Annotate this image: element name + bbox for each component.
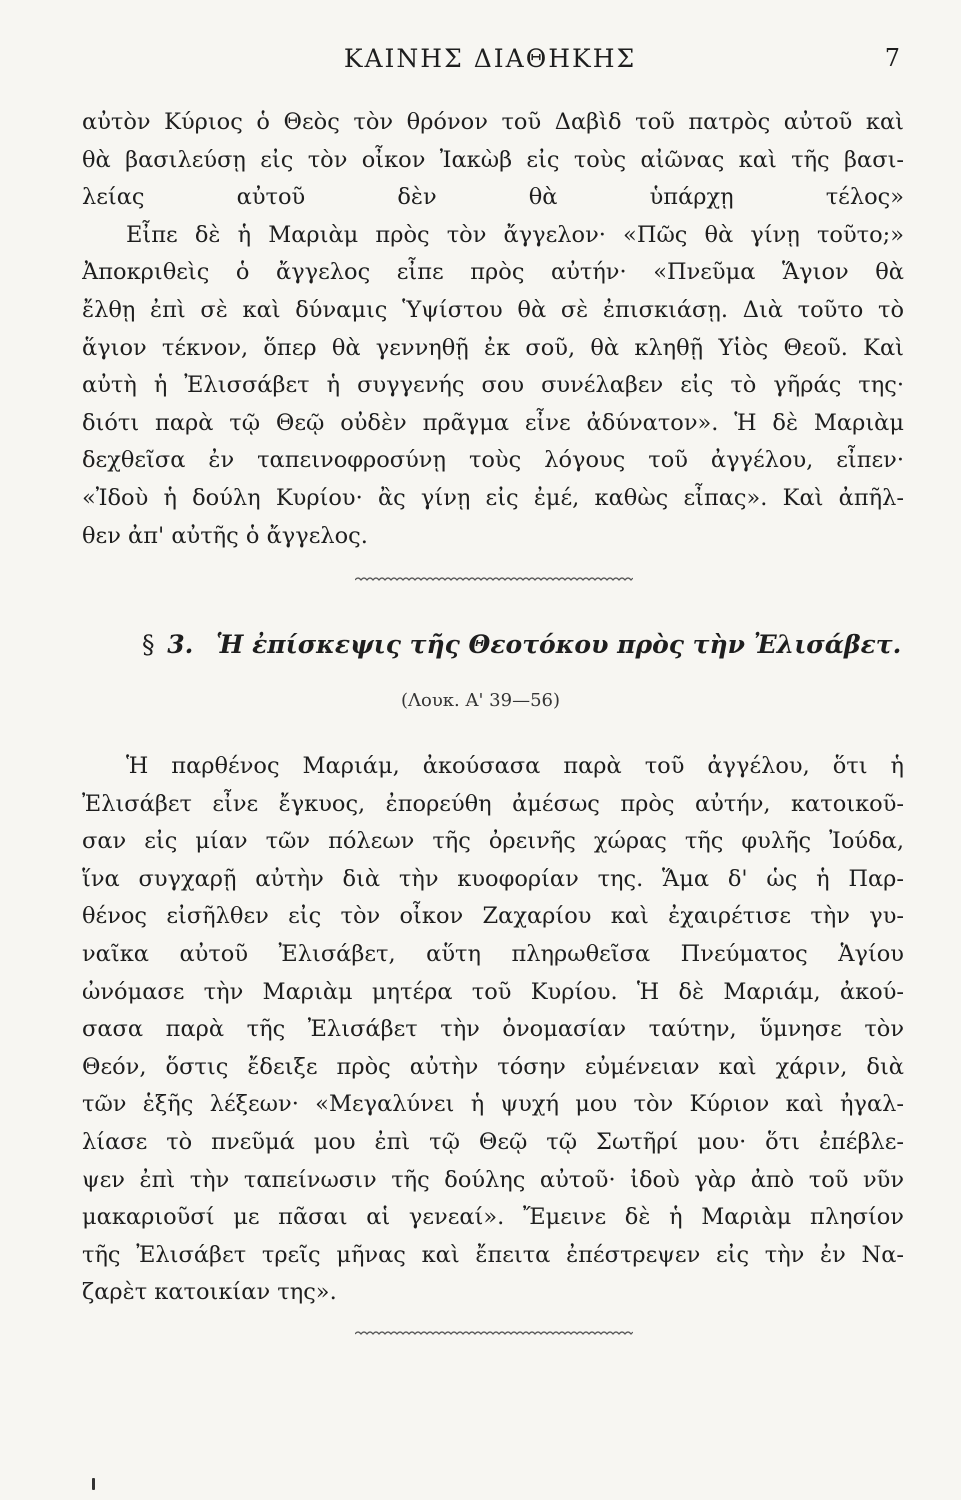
text-line: σαν εἰς μίαν τῶν πόλεων τῆς ὀρεινῆς χώρας τῆς φυλῆς Ἰούδα, bbox=[82, 828, 904, 855]
text-line: ζαρὲτ κατοικίαν της». bbox=[82, 1279, 337, 1306]
text-line: Ἐλισάβετ εἶνε ἔγκυος, ἐπορεύθη ἀμέσως πρὸς αὐτήν, κατοικοῦ- bbox=[82, 790, 904, 817]
section-heading bbox=[142, 630, 902, 659]
text-line: ἵνα συγχαρῇ αὐτὴν διὰ τὴν κυοφορίαν της. Ἅμα δ' ὡς ἡ Παρ- bbox=[82, 865, 904, 892]
text-line: Ἡ παρθένος Μαριάμ, ἀκούσασα παρὰ τοῦ ἀγγέλου, ὅτι ἡ bbox=[126, 753, 904, 779]
text-line: θένος εἰσῆλθεν εἰς τὸν οἶκον Ζαχαρίου καὶ ἐχαιρέτισε τὴν γυ- bbox=[82, 903, 904, 930]
text-line: δεχθεῖσα ἐν ταπεινοφροσύνῃ τοὺς λόγους τοῦ ἀγγέλου, εἶπεν· bbox=[82, 447, 904, 474]
text-line: θεν ἀπ' αὐτῆς ὁ ἄγγελος. bbox=[82, 522, 368, 549]
text-line: αὐτὴ ἡ Ἐλισσάβετ ἡ συγγενής σου συνέλαβεν εἰς τὸ γῆράς της· bbox=[82, 372, 904, 399]
text-line: λείας αὐτοῦ δὲν θὰ ὑπάρχῃ τέλος» bbox=[82, 184, 904, 211]
scripture-reference: (Λουκ. Α' 39—56) bbox=[401, 690, 560, 711]
text-line: λίασε τὸ πνεῦμά μου ἐπὶ τῷ Θεῷ τῷ Σωτῆρί μου· ὅτι ἐπέβλε- bbox=[82, 1128, 904, 1155]
text-line: σασα παρὰ τῆς Ἐλισάβετ τὴν ὀνομασίαν ταύτην, ὕμνησε τὸν bbox=[82, 1016, 904, 1043]
page-number: 7 bbox=[884, 44, 900, 72]
text-line: Θεόν, ὅστις ἔδειξε πρὸς αὐτὴν τόσην εὐμένειαν καὶ χάριν, διὰ bbox=[82, 1053, 904, 1080]
ink-mark bbox=[92, 1478, 95, 1490]
text-line: ὠνόμασε τὴν Μαριὰμ μητέρα τοῦ Κυρίου. Ἡ δὲ Μαριάμ, ἀκού- bbox=[82, 978, 904, 1005]
running-title: ΚΑΙΝΗΣ ΔΙΑΘΗΚΗΣ bbox=[343, 44, 637, 73]
text-line: ψεν ἐπὶ τὴν ταπείνωσιν τῆς δούλης αὐτοῦ· ἰδοὺ γὰρ ἀπὸ τοῦ νῦν bbox=[82, 1166, 904, 1193]
text-line: διότι παρὰ τῷ Θεῷ οὐδὲν πρᾶγμα εἶνε ἀδύνατον». Ἡ δὲ Μαριὰμ bbox=[82, 409, 904, 436]
text-line: «Ἰδοὺ ἡ δούλη Κυρίου· ἂς γίνῃ εἰς ἐμέ, καθὼς εἶπας». Καὶ ἀπῆλ- bbox=[82, 484, 904, 511]
text-line: ἔλθῃ ἐπὶ σὲ καὶ δύναμις Ὑψίστου θὰ σὲ ἐπισκιάσῃ. Διὰ τοῦτο τὸ bbox=[82, 296, 904, 323]
section-title: Ἡ ἐπίσκεψις τῆς Θεοτόκου πρὸς τὴν Ἐλισάβετ. bbox=[216, 630, 902, 659]
text-line: αὐτὸν Κύριος ὁ Θεὸς τὸν θρόνον τοῦ Δαβὶδ τοῦ πατρὸς αὐτοῦ καὶ bbox=[82, 109, 904, 135]
text-line: ναῖκα αὐτοῦ Ἐλισάβετ, αὕτη πληρωθεῖσα Πνεύματος Ἁγίου bbox=[82, 940, 904, 967]
text-line: θὰ βασιλεύσῃ εἰς τὸν οἶκον Ἰακὼβ εἰς τοὺς αἰῶνας καὶ τῆς βασι- bbox=[82, 146, 904, 173]
text-line: τῆς Ἐλισάβετ τρεῖς μῆνας καὶ ἔπειτα ἐπέστρεψεν εἰς τὴν ἐν Να- bbox=[82, 1241, 904, 1268]
ornamental-rule-top bbox=[355, 576, 633, 584]
page-header bbox=[80, 42, 900, 82]
section-number: 3. bbox=[167, 630, 194, 659]
passage-visitation bbox=[82, 748, 904, 1312]
text-line: τῶν ἑξῆς λέξεων· «Μεγαλύνει ἡ ψυχή μου τὸν Κύριον καὶ ἠγαλ- bbox=[82, 1091, 904, 1118]
section-symbol: § bbox=[142, 630, 155, 659]
ornamental-rule-bottom bbox=[355, 1330, 633, 1338]
text-line: Ἀποκριθεὶς ὁ ἄγγελος εἶπε πρὸς αὐτήν· «Πνεῦμα Ἅγιον θὰ bbox=[82, 259, 904, 286]
text-line: μακαριοῦσί με πᾶσαι αἱ γενεαί». Ἔμεινε δὲ ἡ Μαριὰμ πλησίον bbox=[82, 1204, 904, 1231]
passage-annunciation bbox=[82, 104, 904, 555]
text-line: ἅγιον τέκνον, ὅπερ θὰ γεννηθῇ ἐκ σοῦ, θὰ κληθῇ Υἱὸς Θεοῦ. Καὶ bbox=[82, 334, 904, 361]
text-line: Εἶπε δὲ ἡ Μαριὰμ πρὸς τὸν ἄγγελον· «Πῶς θὰ γίνῃ τοῦτο;» bbox=[126, 221, 904, 248]
